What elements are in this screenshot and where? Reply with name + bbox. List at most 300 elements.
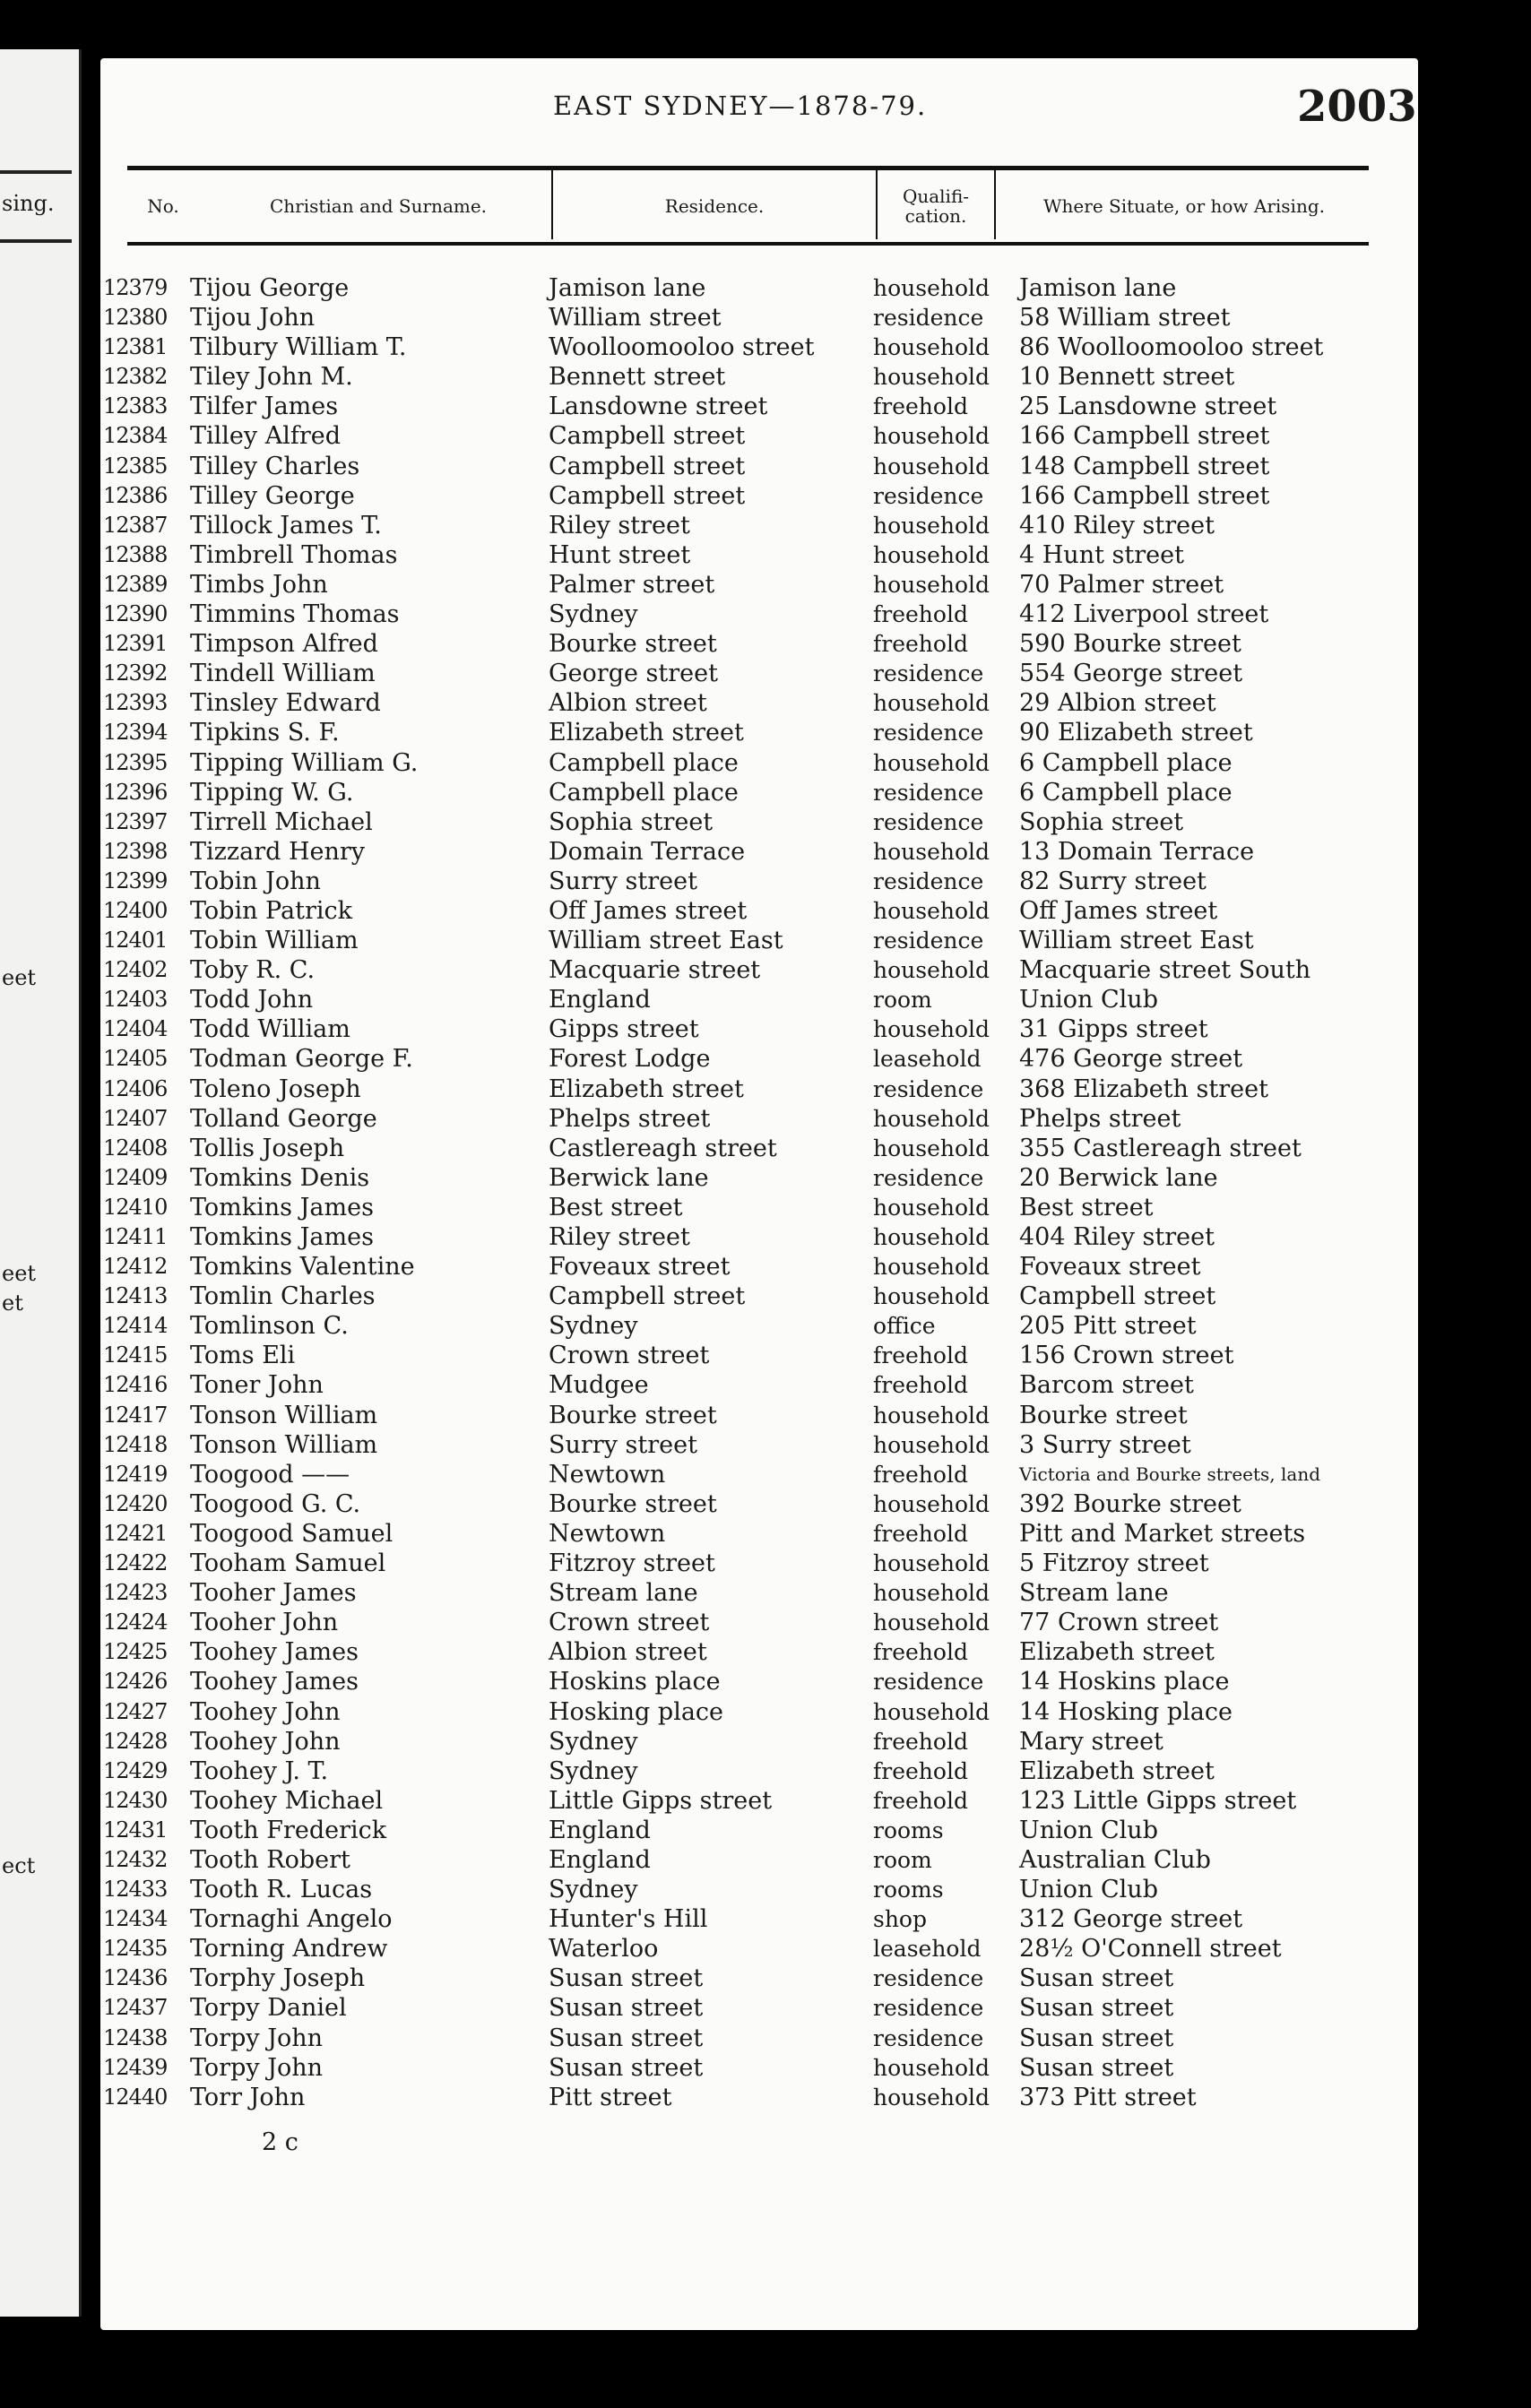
elector-qualification: household: [873, 1402, 990, 1428]
table-row: [100, 570, 1418, 600]
elector-number: 12395: [103, 749, 168, 775]
property-location: Susan street: [1019, 2053, 1174, 2082]
property-location: 412 Liverpool street: [1019, 600, 1269, 629]
elector-number: 12406: [103, 1075, 168, 1101]
elector-residence: Campbell place: [549, 778, 739, 807]
signature-mark: 2 c: [262, 2128, 298, 2156]
property-location: 590 Bourke street: [1019, 630, 1241, 659]
elector-name: Tilley Charles: [190, 452, 360, 480]
elector-residence: Off James street: [549, 896, 748, 925]
elector-name: Tomkins Denis: [190, 1163, 370, 1192]
page-number: 2003: [1297, 82, 1417, 132]
elector-name: Torpy John: [190, 2053, 324, 2082]
elector-number: 12412: [103, 1254, 168, 1280]
elector-number: 12409: [103, 1164, 168, 1190]
elector-qualification: household: [873, 690, 990, 717]
elector-name: Toohey Michael: [190, 1786, 384, 1815]
elector-qualification: residence: [873, 1075, 984, 1102]
elector-residence: Waterloo: [549, 1935, 659, 1964]
elector-residence: Stream lane: [549, 1579, 698, 1608]
property-location: Macquarie street South: [1019, 956, 1311, 985]
elector-residence: Surry street: [549, 867, 697, 895]
table-row: [100, 1993, 1418, 2023]
elector-number: 12400: [103, 897, 168, 923]
elector-residence: Sydney: [549, 1756, 638, 1785]
column-header-where: Where Situate, or how Arising.: [1042, 195, 1325, 217]
left-page-fragment: eet: [2, 1261, 37, 1286]
property-location: Campbell street: [1019, 1282, 1216, 1311]
elector-qualification: residence: [873, 660, 984, 687]
elector-name: Tijou George: [190, 274, 350, 302]
elector-residence: Jamison lane: [549, 274, 706, 302]
property-location: 5 Fitzroy street: [1019, 1549, 1209, 1578]
elector-residence: Crown street: [549, 1609, 710, 1637]
table-row: [100, 2053, 1418, 2083]
elector-name: Tilbury William T.: [190, 333, 407, 362]
property-location: 13 Domain Terrace: [1019, 837, 1255, 866]
property-location: 355 Castlereagh street: [1019, 1134, 1302, 1162]
elector-number: 12421: [103, 1520, 168, 1546]
property-location: Susan street: [1019, 1964, 1174, 1993]
table-row: [100, 1637, 1418, 1667]
elector-residence: Campbell street: [549, 1282, 746, 1311]
elector-number: 12428: [103, 1728, 168, 1754]
table-row: [100, 511, 1418, 540]
elector-name: Tobin Patrick: [190, 896, 352, 925]
property-location: 373 Pitt street: [1019, 2083, 1197, 2111]
table-row: [100, 718, 1418, 747]
elector-qualification: household: [873, 364, 990, 391]
property-location: 205 Pitt street: [1019, 1312, 1197, 1341]
table-row: [100, 1549, 1418, 1578]
property-location: 6 Campbell place: [1019, 748, 1233, 777]
elector-name: Tomlinson C.: [190, 1312, 349, 1341]
elector-name: Tooth Frederick: [190, 1816, 387, 1844]
elector-number: 12431: [103, 1817, 168, 1843]
table-row: [100, 985, 1418, 1014]
elector-number: 12434: [103, 1906, 168, 1932]
elector-number: 12404: [103, 1016, 168, 1042]
table-row: [100, 1608, 1418, 1637]
elector-name: Tirrell Michael: [190, 807, 373, 836]
elector-name: Tipkins S. F.: [190, 719, 340, 747]
elector-residence: Forest Lodge: [549, 1045, 711, 1074]
elector-residence: Sophia street: [549, 807, 714, 836]
property-location: 166 Campbell street: [1019, 481, 1270, 510]
left-page-fragment: ect: [2, 1853, 36, 1878]
elector-number: 12411: [103, 1224, 168, 1249]
elector-number: 12423: [103, 1580, 168, 1606]
elector-residence: Little Gipps street: [549, 1786, 773, 1815]
property-location: Off James street: [1019, 896, 1218, 925]
elector-qualification: residence: [873, 928, 984, 954]
elector-residence: Sydney: [549, 1876, 638, 1904]
elector-name: Toogood Samuel: [190, 1519, 394, 1548]
elector-residence: Surry street: [549, 1430, 697, 1459]
property-location: 70 Palmer street: [1019, 570, 1224, 599]
elector-number: 12385: [103, 453, 168, 479]
table-row: [100, 303, 1418, 332]
table-row: [100, 421, 1418, 451]
elector-qualification: residence: [873, 1965, 984, 1992]
property-location: 156 Crown street: [1019, 1342, 1234, 1370]
elector-number: 12424: [103, 1610, 168, 1636]
elector-residence: Foveaux street: [549, 1253, 731, 1282]
elector-residence: Palmer street: [549, 570, 715, 599]
elector-number: 12410: [103, 1194, 168, 1220]
elector-qualification: leasehold: [873, 1046, 982, 1073]
elector-name: Todman George F.: [190, 1045, 413, 1074]
property-location: 14 Hoskins place: [1019, 1668, 1230, 1696]
elector-qualification: residence: [873, 808, 984, 835]
elector-residence: Bourke street: [549, 630, 717, 659]
elector-qualification: freehold: [873, 631, 968, 658]
elector-name: Tijou John: [190, 304, 316, 332]
column-header-no: No.: [147, 195, 179, 217]
elector-residence: Macquarie street: [549, 956, 761, 985]
elector-qualification: residence: [873, 779, 984, 806]
column-header-name: Christian and Surname.: [269, 195, 488, 217]
elector-number: 12387: [103, 512, 168, 538]
elector-name: Tooham Samuel: [190, 1549, 386, 1578]
property-location: 28½ O'Connell street: [1019, 1935, 1282, 1964]
table-row: [100, 1430, 1418, 1460]
elector-name: Torpy Daniel: [190, 1994, 347, 2023]
elector-residence: William street: [549, 304, 722, 332]
elector-qualification: household: [873, 2084, 990, 2110]
page-title: EAST SYDNEY—1878-79.: [553, 91, 928, 121]
property-location: 14 Hosking place: [1019, 1697, 1233, 1726]
table-row: [100, 1460, 1418, 1489]
elector-qualification: freehold: [873, 1639, 968, 1666]
table-row: [100, 1341, 1418, 1370]
property-location: Union Club: [1019, 986, 1158, 1014]
property-location: Barcom street: [1019, 1371, 1194, 1400]
elector-qualification: household: [873, 1224, 990, 1250]
property-location: Sophia street: [1019, 807, 1184, 836]
elector-qualification: household: [873, 275, 990, 301]
elector-qualification: residence: [873, 867, 984, 894]
elector-qualification: household: [873, 838, 990, 865]
elector-name: Tobin John: [190, 867, 321, 895]
elector-name: Timbs John: [190, 570, 328, 599]
elector-residence: Elizabeth street: [549, 719, 744, 747]
elector-number: 12397: [103, 808, 168, 834]
elector-name: Tobin William: [190, 927, 359, 955]
elector-number: 12389: [103, 571, 168, 597]
property-location: 82 Surry street: [1019, 867, 1207, 895]
column-header-qualification: Qualifi- cation.: [902, 186, 970, 227]
elector-name: Tizzard Henry: [190, 837, 366, 866]
elector-name: Toohey John: [190, 1697, 341, 1726]
elector-qualification: freehold: [873, 1520, 968, 1547]
table-row: [100, 955, 1418, 985]
elector-number: 12429: [103, 1757, 168, 1783]
elector-number: 12417: [103, 1402, 168, 1428]
elector-number: 12394: [103, 720, 168, 746]
elector-number: 12432: [103, 1846, 168, 1872]
elector-number: 12425: [103, 1639, 168, 1665]
elector-name: Toogood ——: [190, 1460, 350, 1489]
elector-number: 12440: [103, 2084, 168, 2110]
table-row: [100, 2083, 1418, 2112]
elector-number: 12401: [103, 928, 168, 954]
elector-qualification: leasehold: [873, 1936, 982, 1963]
elector-number: 12415: [103, 1342, 168, 1368]
property-location: Best street: [1019, 1193, 1154, 1221]
elector-qualification: room: [873, 1846, 932, 1873]
elector-number: 12396: [103, 779, 168, 805]
elector-name: Toms Eli: [190, 1342, 296, 1370]
property-location: 166 Campbell street: [1019, 422, 1270, 451]
left-page-rule: [0, 239, 72, 243]
elector-name: Toohey J. T.: [190, 1756, 329, 1785]
elector-qualification: residence: [873, 1995, 984, 2022]
elector-qualification: shop: [873, 1906, 927, 1933]
elector-qualification: room: [873, 987, 932, 1014]
elector-name: Torpy John: [190, 2024, 324, 2052]
elector-residence: Susan street: [549, 1994, 704, 2023]
adjacent-page-edge: [0, 49, 82, 2317]
property-location: William street East: [1019, 927, 1254, 955]
elector-number: 12430: [103, 1787, 168, 1813]
elector-number: 12393: [103, 690, 168, 716]
property-location: 368 Elizabeth street: [1019, 1075, 1268, 1103]
property-location: 148 Campbell street: [1019, 452, 1270, 480]
table-row: [100, 2024, 1418, 2053]
elector-name: Timbrell Thomas: [190, 540, 398, 569]
header-rule-bottom: [127, 242, 1369, 246]
property-location: 404 Riley street: [1019, 1223, 1215, 1251]
elector-residence: Crown street: [549, 1342, 710, 1370]
elector-qualification: household: [873, 1016, 990, 1043]
elector-residence: Campbell place: [549, 748, 739, 777]
table-row: [100, 659, 1418, 688]
property-location: Australian Club: [1019, 1845, 1211, 1874]
elector-qualification: household: [873, 1283, 990, 1310]
elector-name: Tooher John: [190, 1609, 339, 1637]
left-page-fragment: et: [2, 1290, 23, 1316]
property-location: 25 Lansdowne street: [1019, 393, 1277, 421]
table-row: [100, 273, 1418, 303]
elector-qualification: household: [873, 749, 990, 776]
elector-number: 12427: [103, 1698, 168, 1724]
elector-residence: Susan street: [549, 1964, 704, 1993]
elector-name: Toogood G. C.: [190, 1489, 361, 1518]
elector-name: Toner John: [190, 1371, 324, 1400]
elector-qualification: office: [873, 1313, 936, 1340]
elector-name: Tornaghi Angelo: [190, 1905, 393, 1934]
elector-name: Torphy Joseph: [190, 1964, 366, 1993]
property-location: 4 Hunt street: [1019, 540, 1184, 569]
table-row: [100, 1756, 1418, 1786]
table-row: [100, 1816, 1418, 1845]
table-row: [100, 1014, 1418, 1044]
property-location: Pitt and Market streets: [1019, 1519, 1306, 1548]
elector-residence: Hosking place: [549, 1697, 724, 1726]
elector-qualification: household: [873, 897, 990, 924]
elector-number: 12436: [103, 1965, 168, 1991]
elector-name: Tollis Joseph: [190, 1134, 345, 1162]
elector-qualification: residence: [873, 305, 984, 332]
elector-number: 12414: [103, 1313, 168, 1339]
elector-name: Todd John: [190, 986, 314, 1014]
elector-residence: Mudgee: [549, 1371, 649, 1400]
elector-qualification: freehold: [873, 601, 968, 628]
elector-name: Toleno Joseph: [190, 1075, 361, 1103]
table-row: [100, 1163, 1418, 1193]
elector-residence: Sydney: [549, 1727, 638, 1756]
elector-name: Tomkins Valentine: [190, 1253, 415, 1282]
property-location: Jamison lane: [1019, 274, 1177, 302]
elector-residence: Hoskins place: [549, 1668, 721, 1696]
elector-name: Tillock James T.: [190, 511, 382, 539]
table-row: [100, 837, 1418, 867]
elector-qualification: rooms: [873, 1877, 944, 1903]
table-row: [100, 896, 1418, 926]
elector-qualification: household: [873, 423, 990, 450]
property-location: 90 Elizabeth street: [1019, 719, 1253, 747]
table-row: [100, 540, 1418, 570]
elector-name: Tipping William G.: [190, 748, 419, 777]
property-location: Bourke street: [1019, 1401, 1188, 1429]
register-page: [100, 58, 1418, 2330]
elector-residence: Sydney: [549, 600, 638, 629]
elector-residence: Susan street: [549, 2024, 704, 2052]
elector-residence: Domain Terrace: [549, 837, 746, 866]
table-row: [100, 867, 1418, 896]
table-row: [100, 629, 1418, 659]
table-row: [100, 1282, 1418, 1311]
elector-residence: Elizabeth street: [549, 1075, 744, 1103]
property-location: 77 Crown street: [1019, 1609, 1219, 1637]
elector-qualification: freehold: [873, 1372, 968, 1399]
elector-number: 12422: [103, 1550, 168, 1576]
elector-qualification: household: [873, 957, 990, 984]
elector-qualification: residence: [873, 1164, 984, 1191]
elector-residence: Bourke street: [549, 1401, 717, 1429]
elector-number: 12388: [103, 541, 168, 567]
elector-qualification: household: [873, 1431, 990, 1458]
elector-name: Tomlin Charles: [190, 1282, 376, 1311]
property-location: 20 Berwick lane: [1019, 1163, 1218, 1192]
table-row: [100, 452, 1418, 481]
property-location: 312 George street: [1019, 1905, 1243, 1934]
elector-number: 12384: [103, 423, 168, 449]
elector-residence: England: [549, 1845, 651, 1874]
elector-number: 12386: [103, 482, 168, 508]
property-location: Union Club: [1019, 1876, 1158, 1904]
elector-qualification: household: [873, 571, 990, 598]
elector-residence: Bourke street: [549, 1489, 717, 1518]
property-location: Mary street: [1019, 1727, 1163, 1756]
elector-name: Timpson Alfred: [190, 630, 378, 659]
elector-number: 12403: [103, 987, 168, 1013]
elector-residence: Riley street: [549, 1223, 690, 1251]
property-location: 6 Campbell place: [1019, 778, 1233, 807]
property-location: 29 Albion street: [1019, 689, 1216, 718]
left-page-fragment: sing.: [2, 191, 55, 216]
table-row: [100, 392, 1418, 421]
elector-qualification: household: [873, 1254, 990, 1281]
table-row: [100, 1845, 1418, 1875]
elector-qualification: household: [873, 1135, 990, 1161]
elector-qualification: freehold: [873, 1787, 968, 1814]
table-row: [100, 362, 1418, 392]
elector-list: [100, 273, 1418, 2112]
table-row: [100, 1934, 1418, 1964]
elector-residence: Campbell street: [549, 481, 746, 510]
left-page-fragment: eet: [2, 965, 37, 990]
table-row: [100, 1401, 1418, 1430]
elector-residence: Gipps street: [549, 1015, 699, 1044]
property-location: 554 George street: [1019, 660, 1243, 688]
elector-qualification: freehold: [873, 393, 968, 420]
elector-number: 12420: [103, 1490, 168, 1516]
elector-number: 12407: [103, 1105, 168, 1131]
column-header-residence: Residence.: [664, 195, 765, 217]
elector-number: 12402: [103, 957, 168, 983]
elector-residence: Woolloomooloo street: [549, 333, 815, 362]
table-row: [100, 481, 1418, 511]
table-row: [100, 778, 1418, 807]
elector-name: Tipping W. G.: [190, 778, 354, 807]
table-row: [100, 1904, 1418, 1934]
table-row: [100, 1222, 1418, 1252]
elector-name: Tindell William: [190, 660, 376, 688]
elector-residence: Lansdowne street: [549, 393, 768, 421]
elector-qualification: household: [873, 453, 990, 479]
elector-number: 12391: [103, 631, 168, 657]
table-row: [100, 1727, 1418, 1756]
elector-name: Tinsley Edward: [190, 689, 381, 718]
elector-qualification: household: [873, 1698, 990, 1725]
property-location: Susan street: [1019, 1994, 1174, 2023]
elector-residence: Riley street: [549, 511, 690, 539]
table-row: [100, 1044, 1418, 1074]
elector-number: 12392: [103, 660, 168, 686]
elector-qualification: residence: [873, 2024, 984, 2051]
elector-name: Tomkins James: [190, 1193, 374, 1221]
elector-name: Toohey John: [190, 1727, 341, 1756]
elector-qualification: freehold: [873, 1342, 968, 1369]
elector-number: 12405: [103, 1046, 168, 1072]
elector-name: Tonson William: [190, 1401, 378, 1429]
property-location: 392 Bourke street: [1019, 1489, 1241, 1518]
elector-qualification: household: [873, 541, 990, 568]
table-row: [100, 926, 1418, 955]
elector-number: 12413: [103, 1283, 168, 1309]
table-row: [100, 1193, 1418, 1222]
property-location: 86 Woolloomooloo street: [1019, 333, 1324, 362]
table-row: [100, 748, 1418, 778]
elector-name: Tooth R. Lucas: [190, 1876, 373, 1904]
property-location: Victoria and Bourke streets, land: [1019, 1463, 1321, 1485]
elector-residence: George street: [549, 660, 718, 688]
left-page-rule: [0, 170, 72, 174]
elector-name: Torning Andrew: [190, 1935, 388, 1964]
property-location: Phelps street: [1019, 1104, 1181, 1133]
elector-residence: Best street: [549, 1193, 683, 1221]
property-location: 10 Bennett street: [1019, 363, 1235, 392]
elector-number: 12408: [103, 1135, 168, 1161]
elector-name: Tilley Alfred: [190, 422, 342, 451]
elector-name: Torr John: [190, 2083, 306, 2111]
property-location: Union Club: [1019, 1816, 1158, 1844]
property-location: 123 Little Gipps street: [1019, 1786, 1297, 1815]
elector-name: Tooher James: [190, 1579, 357, 1608]
elector-qualification: freehold: [873, 1461, 968, 1488]
